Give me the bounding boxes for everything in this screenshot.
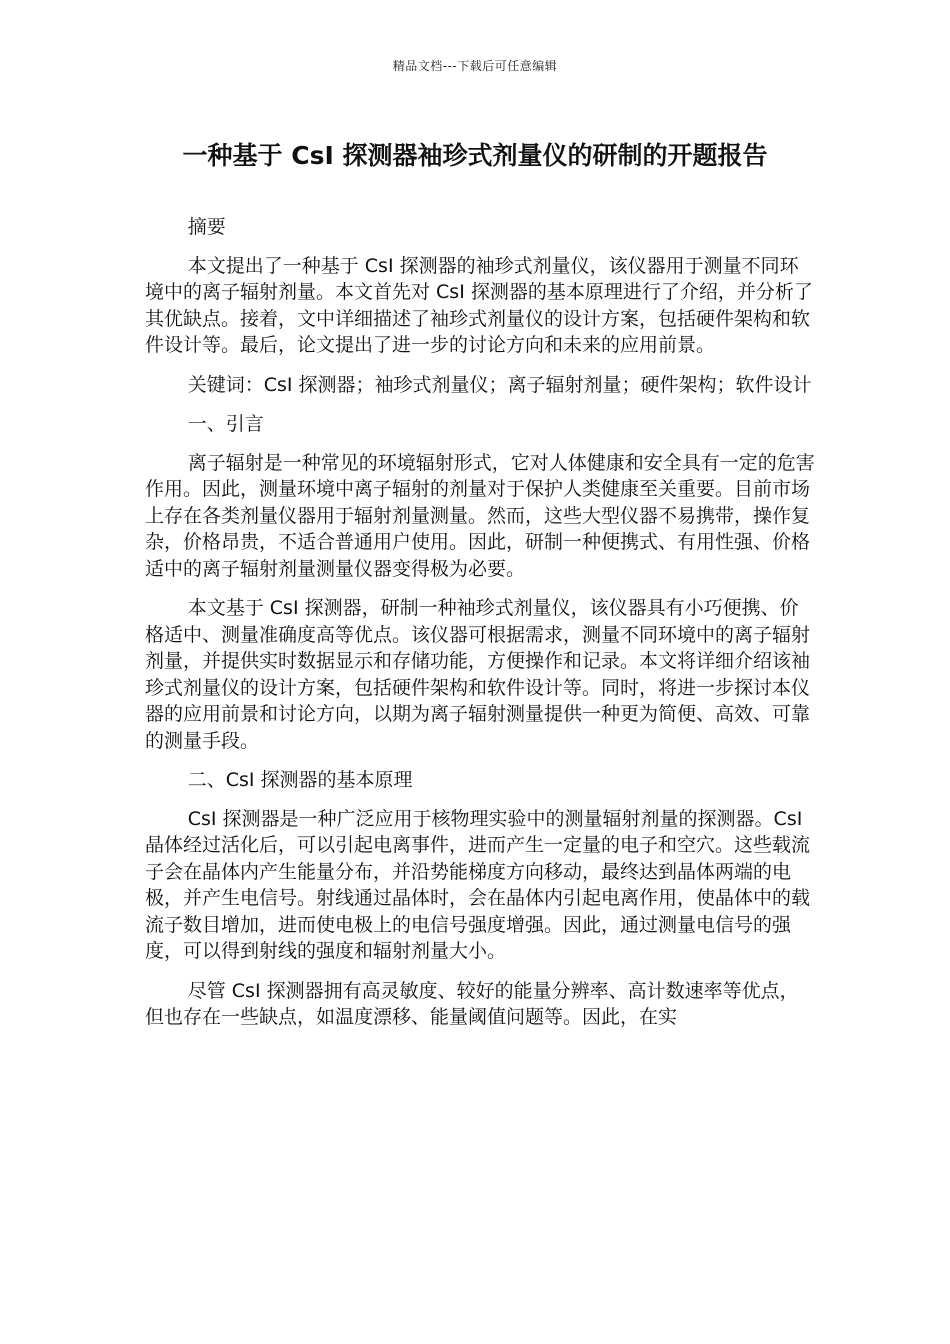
section-2-heading: 二、CsI 探测器的基本原理 xyxy=(187,769,413,791)
keywords-paragraph: 关键词：CsI 探测器；袖珍式剂量仪；离子辐射剂量；硬件架构；软件设计 xyxy=(187,373,812,396)
document-title: 一种基于 CsI 探测器袖珍式剂量仪的研制的开题报告 xyxy=(182,141,768,170)
abstract-heading: 摘要 xyxy=(187,216,226,238)
section-2-paragraph-1: CsI 探测器是一种广泛应用于核物理实验中的测量辐射剂量的探测器。CsI 晶体经过活化后，可以引起电离事件，进而产生一定量的电子和空穴。这些载流子会在晶体内产生能量分布，并沿势能梯度方向移动，最终达到晶体两端的电极，并产生电信号。射线通过晶体时，会在晶体内引起电离作用，使晶体中的载流子数目增加，进而使电极上的电信号强度增强。因此，通过测量电信号的强度，可以得到射线的强度和辐射剂量大小。 xyxy=(145,807,811,962)
section-1-heading: 一、引言 xyxy=(187,413,264,435)
page-header-note: 精品文档---下载后可任意编辑 xyxy=(392,59,558,73)
section-1-paragraph-1: 离子辐射是一种常见的环境辐射形式，它对人体健康和安全具有一定的危害作用。因此，测量环境中离子辐射的剂量对于保护人类健康至关重要。目前市场上存在各类剂量仪器用于辐射剂量测量。然而，这些大型仪器不易携带，操作复杂，价格昂贵，不适合普通用户使用。因此，研制一种便携式、有用性强、价格适中的离子辐射剂量测量仪器变得极为必要。 xyxy=(145,451,815,580)
section-1-paragraph-2: 本文基于 CsI 探测器，研制一种袖珍式剂量仪，该仪器具有小巧便携、价格适中、测量准确度高等优点。该仪器可根据需求，测量不同环境中的离子辐射剂量，并提供实时数据显示和存储功能，方便操作和记录。本文将详细介绍该袖珍式剂量仪的设计方案，包括硬件架构和软件设计等。同时，将进一步探讨本仪器的应用前景和讨论方向，以期为离子辐射测量提供一种更为简便、高效、可靠的测量手段。 xyxy=(145,597,811,752)
abstract-paragraph: 本文提出了一种基于 CsI 探测器的袖珍式剂量仪，该仪器用于测量不同环境中的离子辐射剂量。本文首先对 CsI 探测器的基本原理进行了介绍，并分析了其优缺点。接着，文中详细描述了袖珍式剂量仪的设计方案，包括硬件架构和软件设计等。最后，论文提出了进一步的讨论方向和未来的应用前景。 xyxy=(145,254,813,356)
document-body xyxy=(145,214,815,1044)
section-2-paragraph-2: 尽管 CsI 探测器拥有高灵敏度、较好的能量分辨率、高计数速率等优点，但也存在一些缺点，如温度漂移、能量阈值问题等。因此，在实 xyxy=(145,979,799,1028)
